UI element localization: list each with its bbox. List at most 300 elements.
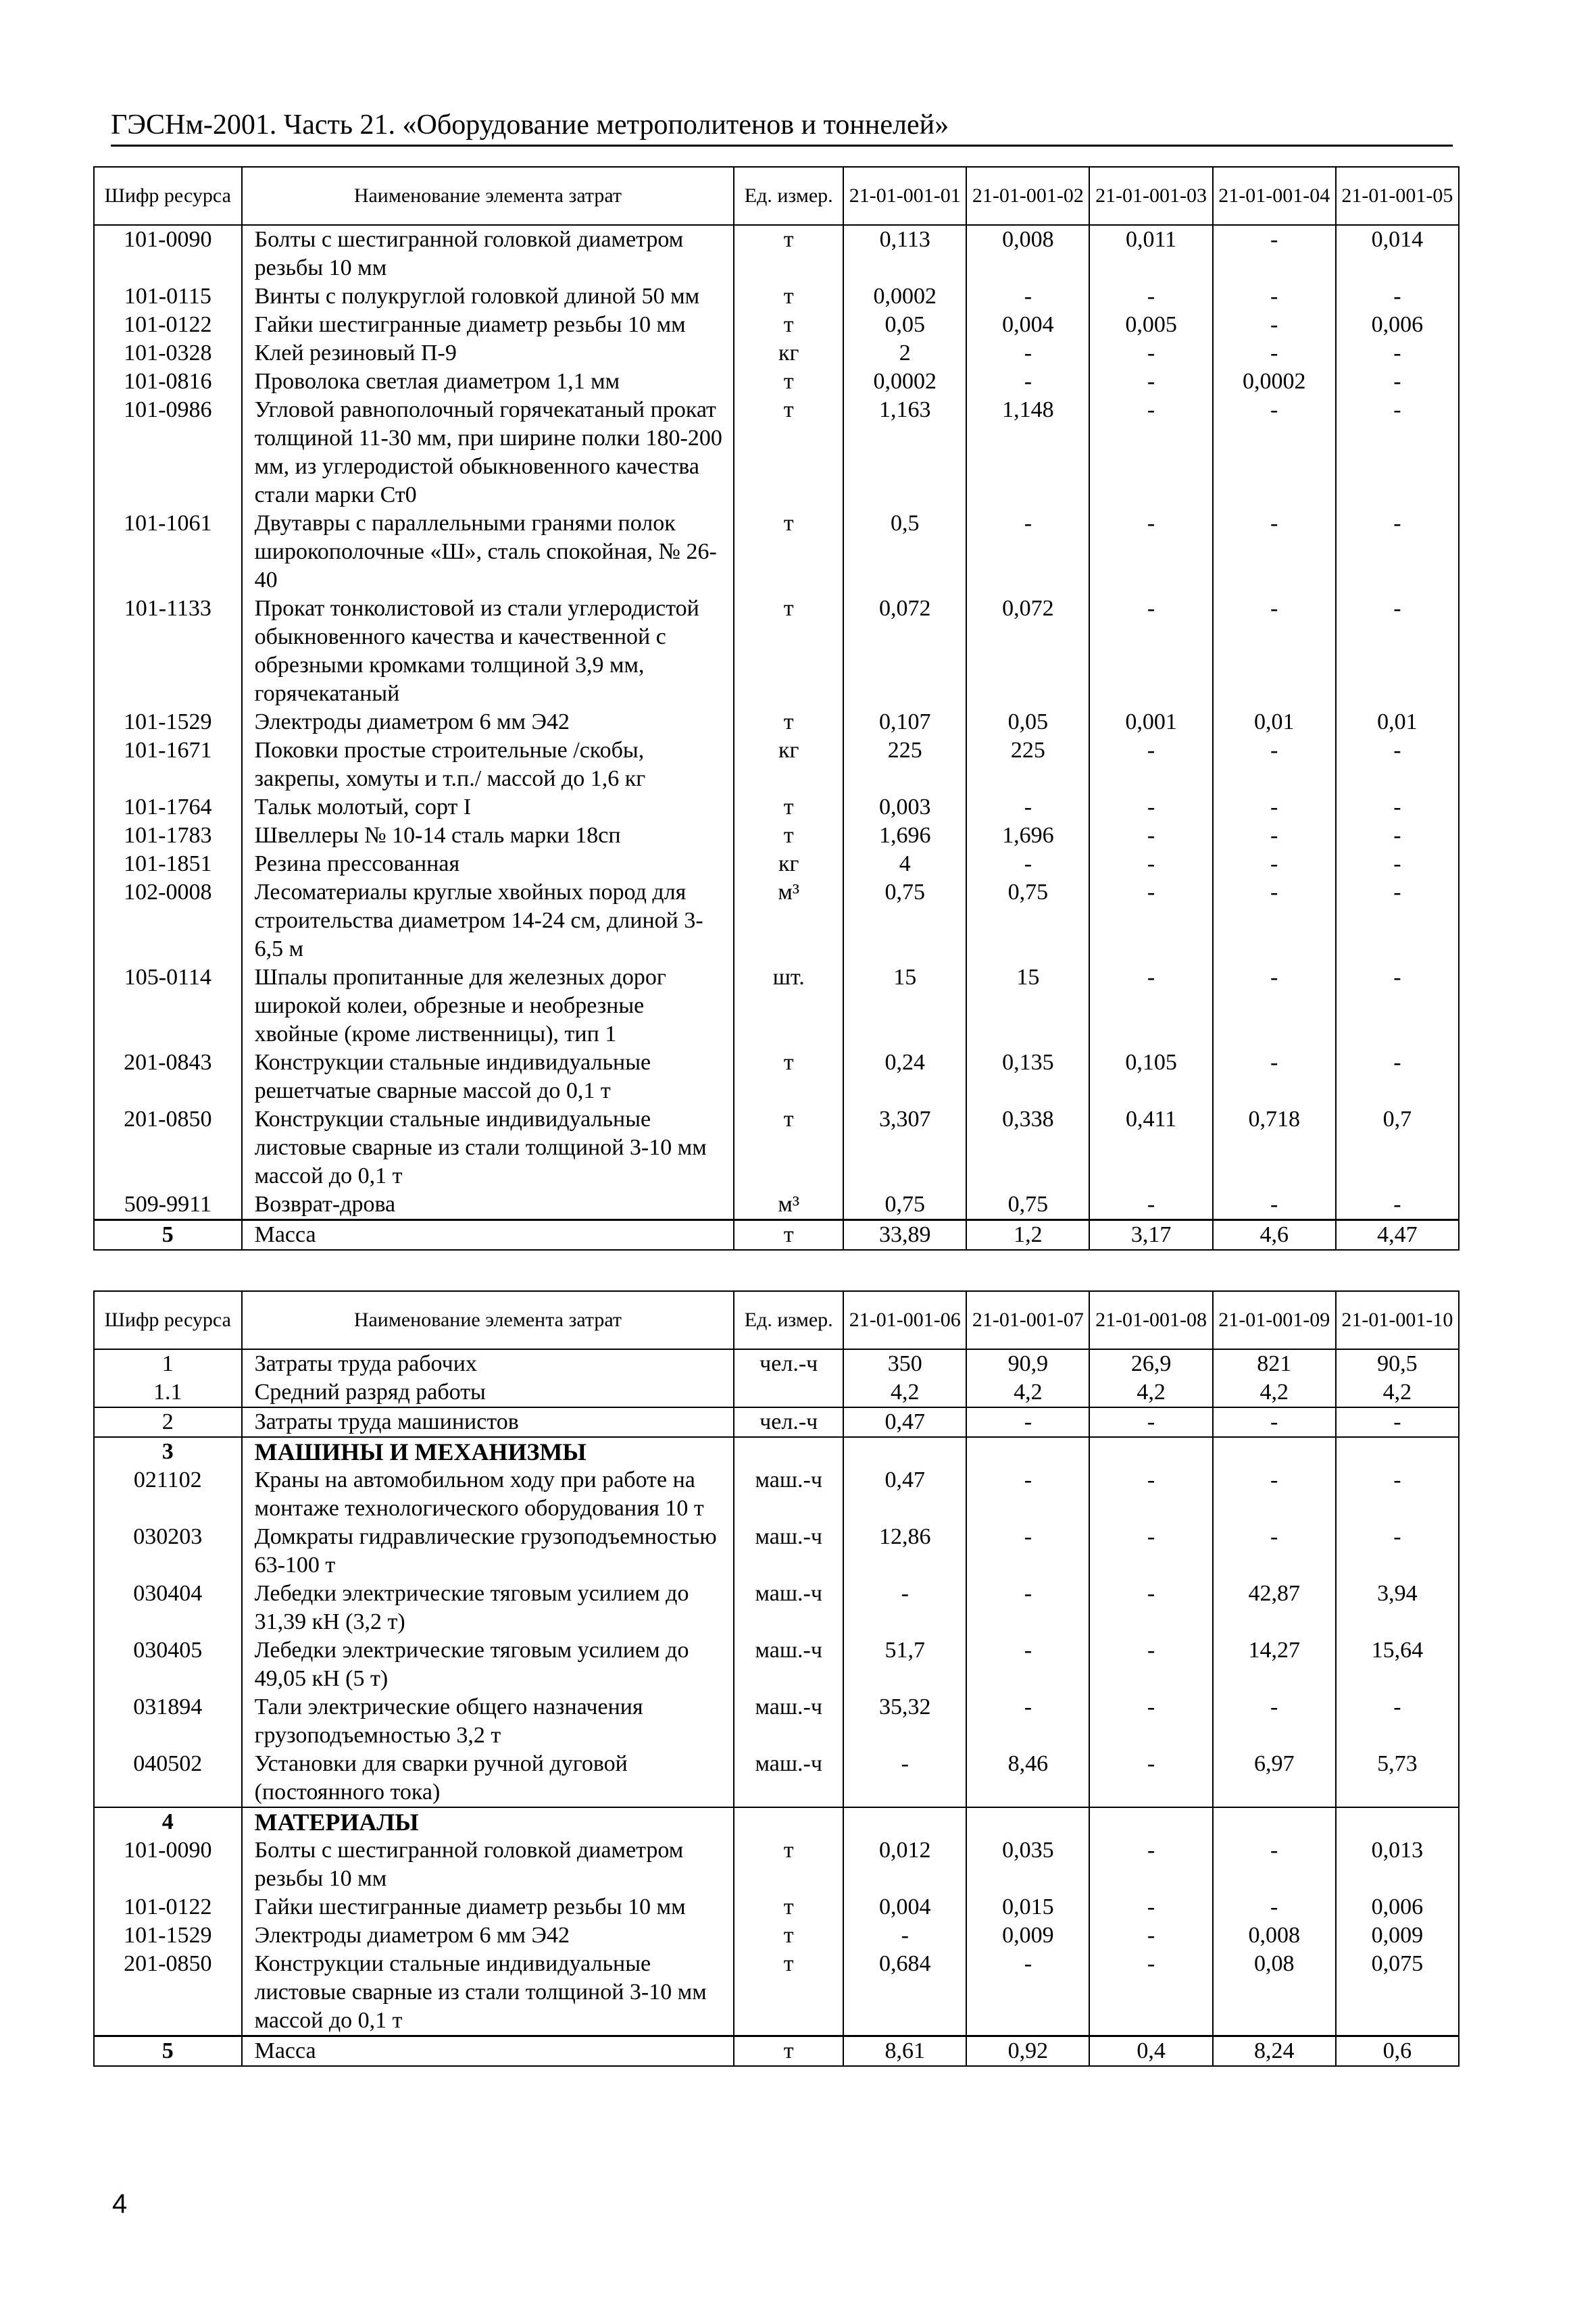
row-value: - xyxy=(1336,339,1459,368)
row-value: - xyxy=(1336,1523,1459,1580)
row-value: 4 xyxy=(843,850,966,878)
page-number: 4 xyxy=(112,2189,128,2219)
row-value: - xyxy=(1213,282,1336,311)
row-unit: т xyxy=(734,708,843,736)
header-col: 21-01-001-04 xyxy=(1213,167,1336,225)
row-value: - xyxy=(1089,1636,1212,1693)
row-value: - xyxy=(1089,1466,1212,1523)
row-value: 0,013 xyxy=(1336,1836,1459,1893)
row-value: 0,113 xyxy=(843,225,966,282)
row-value: 0,105 xyxy=(1089,1049,1212,1105)
row-value: 0,75 xyxy=(966,1190,1089,1220)
table-header-row xyxy=(94,1291,1459,1349)
row-value: - xyxy=(966,850,1089,878)
row-value: - xyxy=(1213,878,1336,963)
row-value: 0,75 xyxy=(843,878,966,963)
row-name: Затраты труда машинистов xyxy=(242,1407,734,1437)
row-value: - xyxy=(1213,311,1336,339)
row-value: 821 xyxy=(1213,1349,1336,1378)
row-value: 0,107 xyxy=(843,708,966,736)
row-value: - xyxy=(1089,822,1212,850)
row-code: 201-0850 xyxy=(94,1105,242,1190)
summary-code: 5 xyxy=(94,2036,242,2067)
row-value: - xyxy=(1213,850,1336,878)
row-value: - xyxy=(1213,1049,1336,1105)
row-value: 0,05 xyxy=(843,311,966,339)
empty-cell xyxy=(1213,1437,1336,1466)
table-row xyxy=(94,396,1459,509)
row-value: - xyxy=(1089,1523,1212,1580)
table-row xyxy=(94,822,1459,850)
row-value: - xyxy=(966,793,1089,822)
row-value: - xyxy=(1213,1523,1336,1580)
row-value: 4,2 xyxy=(843,1378,966,1407)
empty-cell xyxy=(734,1437,843,1466)
row-code: 2 xyxy=(94,1407,242,1437)
row-code: 101-0122 xyxy=(94,311,242,339)
row-name: Затраты труда рабочих xyxy=(242,1349,734,1378)
empty-cell xyxy=(1089,1807,1212,1836)
row-unit: т xyxy=(734,225,843,282)
table-header-row xyxy=(94,167,1459,225)
row-code: 102-0008 xyxy=(94,878,242,963)
row-value: - xyxy=(966,339,1089,368)
row-name: Тальк молотый, сорт I xyxy=(242,793,734,822)
row-name: Клей резиновый П-9 xyxy=(242,339,734,368)
table-row xyxy=(94,1580,1459,1636)
row-name: Двутавры с параллельными гранями полок широкополочные «Ш», сталь спокойная, № 26-40 xyxy=(242,509,734,595)
row-value: 26,9 xyxy=(1089,1349,1212,1378)
row-value: - xyxy=(1213,736,1336,793)
row-value: - xyxy=(1089,1750,1212,1807)
summary-value: 0,6 xyxy=(1336,2036,1459,2067)
row-value: 350 xyxy=(843,1349,966,1378)
row-value: - xyxy=(1089,878,1212,963)
row-value: - xyxy=(1089,1580,1212,1636)
resource-table-2 xyxy=(93,1290,1460,2067)
summary-value: 3,17 xyxy=(1089,1220,1212,1251)
section-header-row xyxy=(94,1807,1459,1836)
row-value: - xyxy=(1213,1836,1336,1893)
row-value: - xyxy=(1089,1836,1212,1893)
row-value: - xyxy=(1336,793,1459,822)
row-value: - xyxy=(1213,1693,1336,1750)
row-code: 201-0850 xyxy=(94,1950,242,2036)
row-code: 1.1 xyxy=(94,1378,242,1407)
row-value: 2 xyxy=(843,339,966,368)
row-value: 0,08 xyxy=(1213,1950,1336,2036)
header-name: Наименование элемента затрат xyxy=(242,167,734,225)
row-name: Прокат тонколистовой из стали углеродистой обыкновенного качества и качественной с обрезными кромками толщиной 3,9 мм, горячекатаный xyxy=(242,595,734,708)
row-value: 0,7 xyxy=(1336,1105,1459,1190)
row-value: - xyxy=(1213,963,1336,1049)
row-unit: м³ xyxy=(734,1190,843,1220)
row-value: 0,006 xyxy=(1336,1893,1459,1921)
row-code: 101-1671 xyxy=(94,736,242,793)
empty-cell xyxy=(843,1437,966,1466)
row-value: 0,135 xyxy=(966,1049,1089,1105)
row-value: - xyxy=(1336,509,1459,595)
row-value: - xyxy=(1213,1407,1336,1437)
section-title: МАШИНЫ И МЕХАНИЗМЫ xyxy=(242,1437,734,1466)
table-row xyxy=(94,1407,1459,1437)
row-value: 225 xyxy=(843,736,966,793)
row-value: 0,003 xyxy=(843,793,966,822)
row-code: 101-1783 xyxy=(94,822,242,850)
row-value: - xyxy=(1213,339,1336,368)
row-code: 101-0115 xyxy=(94,282,242,311)
table-row xyxy=(94,1466,1459,1523)
row-value: - xyxy=(1213,595,1336,708)
row-name: Гайки шестигранные диаметр резьбы 10 мм xyxy=(242,1893,734,1921)
table-row xyxy=(94,1378,1459,1407)
empty-cell xyxy=(1089,1437,1212,1466)
row-unit: т xyxy=(734,1049,843,1105)
row-value: 51,7 xyxy=(843,1636,966,1693)
row-value: 6,97 xyxy=(1213,1750,1336,1807)
row-value: - xyxy=(1089,509,1212,595)
row-code: 101-0090 xyxy=(94,1836,242,1893)
row-value: 90,9 xyxy=(966,1349,1089,1378)
row-value: 0,004 xyxy=(966,311,1089,339)
table-row xyxy=(94,1921,1459,1950)
row-value: 3,94 xyxy=(1336,1580,1459,1636)
row-code: 101-0328 xyxy=(94,339,242,368)
row-value: 0,05 xyxy=(966,708,1089,736)
row-name: Лебедки электрические тяговым усилием до 31,39 кН (3,2 т) xyxy=(242,1580,734,1636)
row-code: 101-1529 xyxy=(94,1921,242,1950)
row-unit: чел.-ч xyxy=(734,1349,843,1378)
row-value: 0,01 xyxy=(1213,708,1336,736)
row-code: 101-1529 xyxy=(94,708,242,736)
row-value: 4,2 xyxy=(1213,1378,1336,1407)
header-col: 21-01-001-05 xyxy=(1336,167,1459,225)
table-row xyxy=(94,282,1459,311)
row-value: - xyxy=(1089,963,1212,1049)
row-value: - xyxy=(1089,282,1212,311)
row-value: 0,47 xyxy=(843,1407,966,1437)
row-value: 0,75 xyxy=(843,1190,966,1220)
empty-cell xyxy=(1336,1437,1459,1466)
table-row xyxy=(94,1950,1459,2036)
header-col: 21-01-001-06 xyxy=(843,1291,966,1349)
row-value: 0,01 xyxy=(1336,708,1459,736)
row-value: 0,0002 xyxy=(843,368,966,396)
row-value: - xyxy=(966,1407,1089,1437)
row-name: Гайки шестигранные диаметр резьбы 10 мм xyxy=(242,311,734,339)
row-code: 030405 xyxy=(94,1636,242,1693)
row-value: - xyxy=(1336,963,1459,1049)
row-value: 0,009 xyxy=(966,1921,1089,1950)
header-name: Наименование элемента затрат xyxy=(242,1291,734,1349)
row-unit: т xyxy=(734,282,843,311)
summary-code: 5 xyxy=(94,1220,242,1251)
row-value: 42,87 xyxy=(1213,1580,1336,1636)
header-col: 21-01-001-10 xyxy=(1336,1291,1459,1349)
row-value: 0,004 xyxy=(843,1893,966,1921)
row-value: - xyxy=(1336,282,1459,311)
row-code: 040502 xyxy=(94,1750,242,1807)
table-row xyxy=(94,225,1459,282)
machinists-section xyxy=(94,1407,1459,1437)
row-name: Проволока светлая диаметром 1,1 мм xyxy=(242,368,734,396)
row-value: 1,696 xyxy=(966,822,1089,850)
row-code: 101-1133 xyxy=(94,595,242,708)
section-code: 4 xyxy=(94,1807,242,1836)
table-row xyxy=(94,1636,1459,1693)
row-unit: т xyxy=(734,822,843,850)
row-value: - xyxy=(1089,793,1212,822)
row-code: 1 xyxy=(94,1349,242,1378)
row-unit: маш.-ч xyxy=(734,1636,843,1693)
row-value: - xyxy=(1213,1466,1336,1523)
row-value: 0,072 xyxy=(966,595,1089,708)
row-value: - xyxy=(1213,1893,1336,1921)
row-name: Краны на автомобильном ходу при работе на монтаже технологического оборудования 10 т xyxy=(242,1466,734,1523)
summary-value: 0,4 xyxy=(1089,2036,1212,2067)
row-value: 0,47 xyxy=(843,1466,966,1523)
row-unit: т xyxy=(734,311,843,339)
row-value: 0,075 xyxy=(1336,1950,1459,2036)
row-name: Швеллеры № 10-14 сталь марки 18сп xyxy=(242,822,734,850)
row-unit xyxy=(734,1378,843,1407)
table-body xyxy=(94,225,1459,1220)
row-value: - xyxy=(1336,1693,1459,1750)
row-value: 1,148 xyxy=(966,396,1089,509)
row-name: Резина прессованная xyxy=(242,850,734,878)
row-unit: т xyxy=(734,793,843,822)
summary-value: 33,89 xyxy=(843,1220,966,1251)
summary-value: 8,24 xyxy=(1213,2036,1336,2067)
table-row xyxy=(94,311,1459,339)
row-name: Винты с полукруглой головкой длиной 50 мм xyxy=(242,282,734,311)
row-value: 14,27 xyxy=(1213,1636,1336,1693)
row-value: - xyxy=(1336,1049,1459,1105)
header-unit: Ед. измер. xyxy=(734,1291,843,1349)
row-unit: т xyxy=(734,595,843,708)
row-value: 8,46 xyxy=(966,1750,1089,1807)
row-code: 101-0816 xyxy=(94,368,242,396)
row-unit: т xyxy=(734,509,843,595)
header-col: 21-01-001-02 xyxy=(966,167,1089,225)
table-row xyxy=(94,1190,1459,1220)
row-value: 0,684 xyxy=(843,1950,966,2036)
header-col: 21-01-001-03 xyxy=(1089,167,1212,225)
row-value: - xyxy=(843,1750,966,1807)
row-value: 5,73 xyxy=(1336,1750,1459,1807)
row-name: Установки для сварки ручной дуговой (постоянного тока) xyxy=(242,1750,734,1807)
header-unit: Ед. измер. xyxy=(734,167,843,225)
row-value: - xyxy=(1089,1190,1212,1220)
row-value: 0,008 xyxy=(1213,1921,1336,1950)
row-name: Средний разряд работы xyxy=(242,1378,734,1407)
row-unit: т xyxy=(734,1893,843,1921)
table-row xyxy=(94,1750,1459,1807)
row-value: 0,75 xyxy=(966,878,1089,963)
empty-cell xyxy=(1336,1807,1459,1836)
empty-cell xyxy=(843,1807,966,1836)
row-value: - xyxy=(1089,595,1212,708)
header-col: 21-01-001-07 xyxy=(966,1291,1089,1349)
table-row xyxy=(94,1349,1459,1378)
row-value: 4,2 xyxy=(1089,1378,1212,1407)
row-value: 90,5 xyxy=(1336,1349,1459,1378)
row-value: - xyxy=(1213,396,1336,509)
row-value: - xyxy=(1089,1893,1212,1921)
row-value: 15,64 xyxy=(1336,1636,1459,1693)
section-header-row xyxy=(94,1437,1459,1466)
row-value: 0,005 xyxy=(1089,311,1212,339)
row-code: 101-1061 xyxy=(94,509,242,595)
summary-unit: т xyxy=(734,2036,843,2067)
header-col: 21-01-001-01 xyxy=(843,167,966,225)
table-row xyxy=(94,595,1459,708)
row-name: Угловой равнополочный горячекатаный прокат толщиной 11-30 мм, при ширине полки 180-200 мм, из углеродистой обыкновенного качества стали марки Ст0 xyxy=(242,396,734,509)
row-unit: чел.-ч xyxy=(734,1407,843,1437)
row-value: 0,009 xyxy=(1336,1921,1459,1950)
row-value: 15 xyxy=(966,963,1089,1049)
row-value: - xyxy=(1213,225,1336,282)
row-value: 0,011 xyxy=(1089,225,1212,282)
row-value: - xyxy=(843,1921,966,1950)
row-value: - xyxy=(966,1523,1089,1580)
summary-value: 1,2 xyxy=(966,1220,1089,1251)
row-code: 101-1764 xyxy=(94,793,242,822)
row-code: 030404 xyxy=(94,1580,242,1636)
row-value: - xyxy=(966,1636,1089,1693)
row-unit: т xyxy=(734,396,843,509)
row-name: Лесоматериалы круглые хвойных пород для строительства диаметром 14-24 см, длиной 3-6,5 м xyxy=(242,878,734,963)
table-row xyxy=(94,878,1459,963)
table-row xyxy=(94,1105,1459,1190)
row-value: - xyxy=(1336,1190,1459,1220)
row-value: - xyxy=(1336,595,1459,708)
row-value: - xyxy=(966,1693,1089,1750)
empty-cell xyxy=(966,1807,1089,1836)
table-row xyxy=(94,1693,1459,1750)
summary-value: 4,47 xyxy=(1336,1220,1459,1251)
row-value: 0,718 xyxy=(1213,1105,1336,1190)
row-code: 101-0986 xyxy=(94,396,242,509)
row-value: 0,035 xyxy=(966,1836,1089,1893)
table-row xyxy=(94,736,1459,793)
row-value: 15 xyxy=(843,963,966,1049)
row-unit: маш.-ч xyxy=(734,1580,843,1636)
row-value: - xyxy=(1089,1693,1212,1750)
row-unit: т xyxy=(734,1836,843,1893)
row-value: - xyxy=(966,1580,1089,1636)
row-value: 1,696 xyxy=(843,822,966,850)
row-name: Конструкции стальные индивидуальные решетчатые сварные массой до 0,1 т xyxy=(242,1049,734,1105)
row-name: Возврат-дрова xyxy=(242,1190,734,1220)
section-code: 3 xyxy=(94,1437,242,1466)
row-code: 021102 xyxy=(94,1466,242,1523)
row-name: Лебедки электрические тяговым усилием до 49,05 кН (5 т) xyxy=(242,1636,734,1693)
summary-row xyxy=(94,2036,1459,2067)
row-value: 0,24 xyxy=(843,1049,966,1105)
labor-section xyxy=(94,1349,1459,1407)
row-code: 101-0090 xyxy=(94,225,242,282)
row-code: 101-0122 xyxy=(94,1893,242,1921)
row-value: 0,001 xyxy=(1089,708,1212,736)
empty-cell xyxy=(734,1807,843,1836)
row-unit: маш.-ч xyxy=(734,1523,843,1580)
row-name: Тали электрические общего назначения грузоподъемностью 3,2 т xyxy=(242,1693,734,1750)
row-value: - xyxy=(966,1466,1089,1523)
row-value: 35,32 xyxy=(843,1693,966,1750)
summary-unit: т xyxy=(734,1220,843,1251)
row-unit: кг xyxy=(734,339,843,368)
row-unit: т xyxy=(734,368,843,396)
row-value: - xyxy=(1089,396,1212,509)
row-value: - xyxy=(1336,1407,1459,1437)
row-code: 201-0843 xyxy=(94,1049,242,1105)
materials-section xyxy=(94,1807,1459,2036)
row-value: 3,307 xyxy=(843,1105,966,1190)
summary-value: 0,92 xyxy=(966,2036,1089,2067)
row-name: Болты с шестигранной головкой диаметром резьбы 10 мм xyxy=(242,225,734,282)
row-value: 0,0002 xyxy=(843,282,966,311)
header-col: 21-01-001-08 xyxy=(1089,1291,1212,1349)
row-value: 0,008 xyxy=(966,225,1089,282)
table-row xyxy=(94,963,1459,1049)
row-value: - xyxy=(1213,822,1336,850)
row-code: 030203 xyxy=(94,1523,242,1580)
table-row xyxy=(94,1893,1459,1921)
section-title: МАТЕРИАЛЫ xyxy=(242,1807,734,1836)
row-unit: шт. xyxy=(734,963,843,1049)
row-value: 0,072 xyxy=(843,595,966,708)
table-row xyxy=(94,850,1459,878)
row-unit: кг xyxy=(734,850,843,878)
row-unit: маш.-ч xyxy=(734,1693,843,1750)
row-value: - xyxy=(1089,1950,1212,2036)
table-row xyxy=(94,1836,1459,1893)
row-name: Болты с шестигранной головкой диаметром резьбы 10 мм xyxy=(242,1836,734,1893)
row-value: - xyxy=(1089,850,1212,878)
row-value: - xyxy=(1336,368,1459,396)
row-value: - xyxy=(966,509,1089,595)
summary-value: 8,61 xyxy=(843,2036,966,2067)
row-name: Поковки простые строительные /скобы, закрепы, хомуты и т.п./ массой до 1,6 кг xyxy=(242,736,734,793)
row-name: Электроды диаметром 6 мм Э42 xyxy=(242,1921,734,1950)
row-value: - xyxy=(843,1580,966,1636)
empty-cell xyxy=(966,1437,1089,1466)
summary-name: Масса xyxy=(242,2036,734,2067)
row-name: Домкраты гидравлические грузоподъемностью 63-100 т xyxy=(242,1523,734,1580)
row-value: 0,014 xyxy=(1336,225,1459,282)
row-value: - xyxy=(1089,1921,1212,1950)
page-header: ГЭСНм-2001. Часть 21. «Оборудование метрополитенов и тоннелей» xyxy=(111,108,1453,147)
row-value: - xyxy=(966,1950,1089,2036)
header-code: Шифр ресурса xyxy=(94,167,242,225)
summary-row xyxy=(94,1220,1459,1251)
row-code: 105-0114 xyxy=(94,963,242,1049)
row-code: 101-1851 xyxy=(94,850,242,878)
row-unit: маш.-ч xyxy=(734,1750,843,1807)
row-value: - xyxy=(966,282,1089,311)
row-unit: т xyxy=(734,1921,843,1950)
row-unit: м³ xyxy=(734,878,843,963)
header-code: Шифр ресурса xyxy=(94,1291,242,1349)
row-value: - xyxy=(1336,396,1459,509)
row-value: 225 xyxy=(966,736,1089,793)
row-value: 0,411 xyxy=(1089,1105,1212,1190)
row-name: Шпалы пропитанные для железных дорог широкой колеи, обрезные и необрезные хвойные (кроме лиственницы), тип 1 xyxy=(242,963,734,1049)
row-value: - xyxy=(1336,850,1459,878)
row-value: - xyxy=(1089,1407,1212,1437)
table-row xyxy=(94,708,1459,736)
